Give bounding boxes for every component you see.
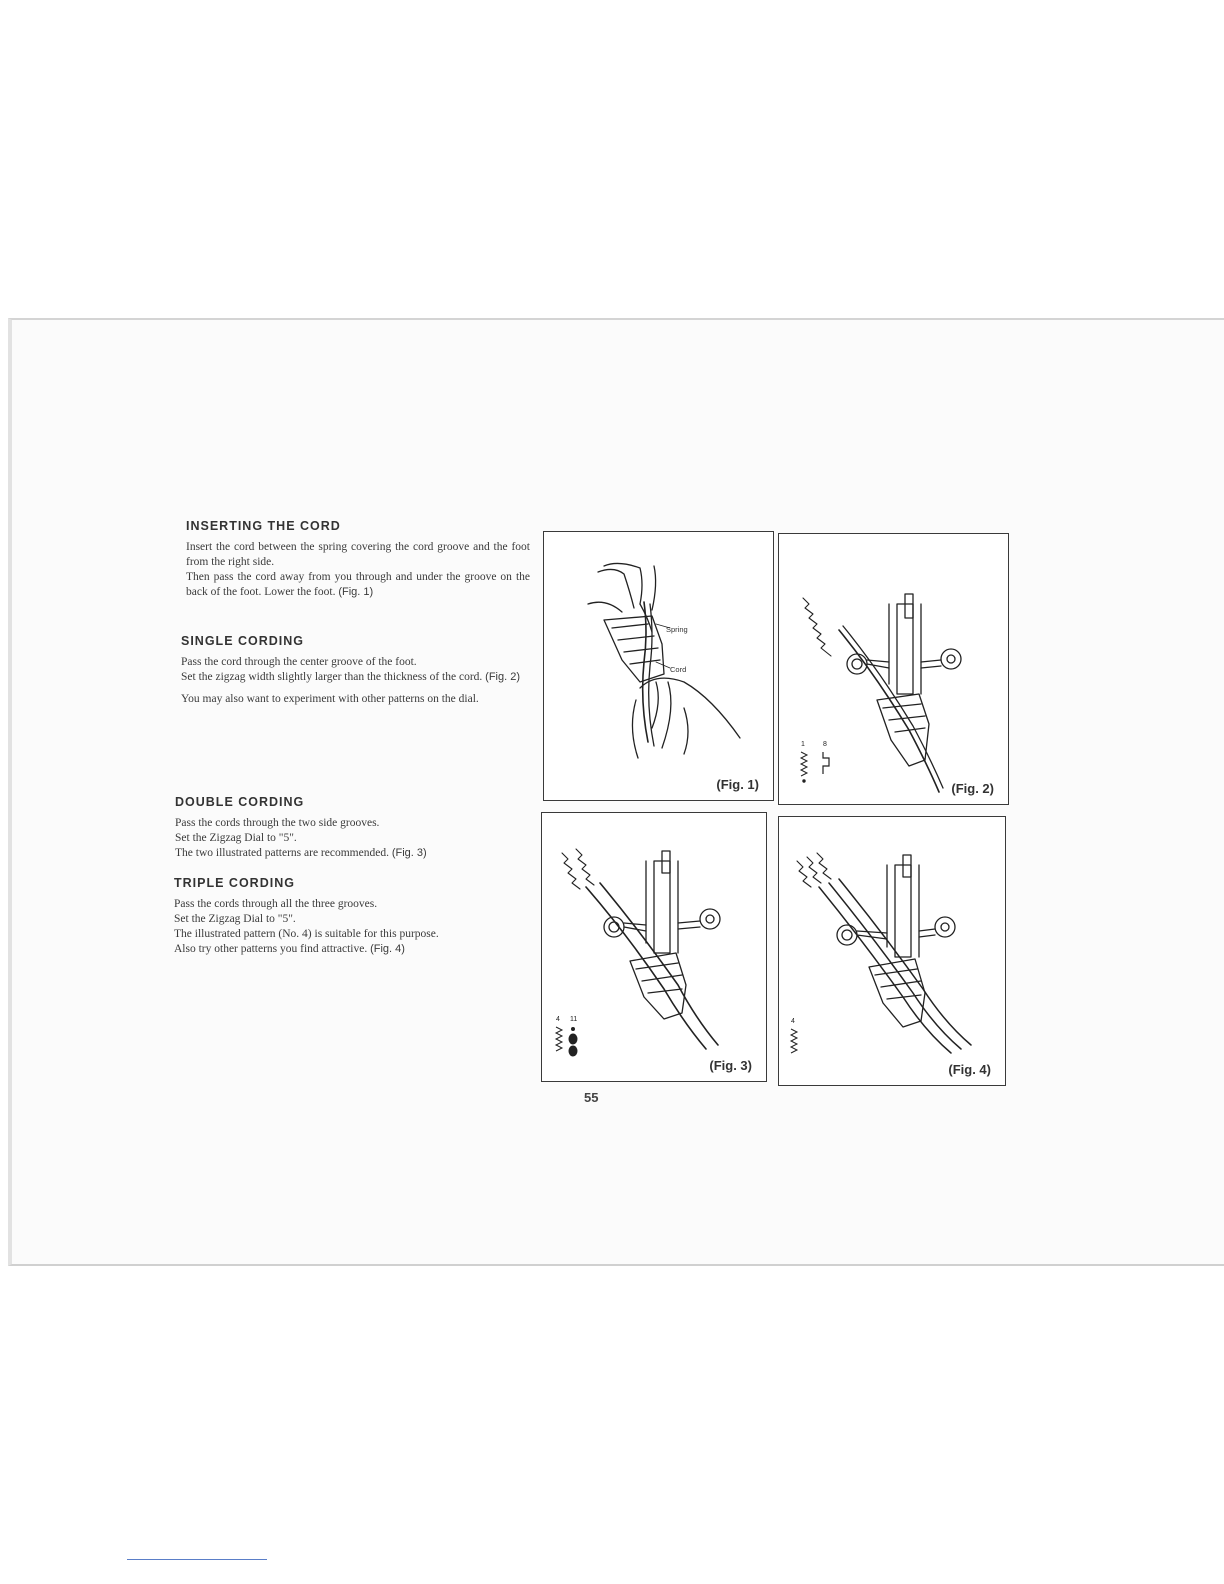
section-triple-cording xyxy=(174,876,514,957)
triple-text-1: Pass the cords through all the three grooves. xyxy=(174,898,378,910)
double-text-3: The two illustrated patterns are recommended. (Fig. 3) xyxy=(175,847,427,859)
inserting-text-2: Then pass the cord away from you through and under the groove on the back of the foot. Lower the foot. (Fig. 1) xyxy=(186,571,530,598)
single-text-2: Set the zigzag width slightly larger than the thickness of the cord. (Fig. 2) xyxy=(181,671,520,683)
cord-callout: Cord xyxy=(670,665,687,674)
figure-4 xyxy=(778,816,1006,1086)
section-inserting-cord xyxy=(186,519,530,600)
fig-ref: (Fig. 4) xyxy=(370,943,405,955)
footer-rule xyxy=(127,1559,267,1560)
pattern-number: 11 xyxy=(570,1016,578,1023)
fig3-label: (Fig. 3) xyxy=(709,1058,752,1073)
fig-ref: (Fig. 2) xyxy=(485,671,520,683)
double-cording-illustration xyxy=(542,813,766,1081)
single-text-3: You may also want to experiment with other patterns on the dial. xyxy=(181,693,479,705)
page-number: 55 xyxy=(584,1090,599,1105)
heading-triple-cording: TRIPLE CORDING xyxy=(174,876,295,890)
bead-pattern-icon xyxy=(569,1027,578,1057)
heading-inserting-cord: INSERTING THE CORD xyxy=(186,519,341,533)
zigzag-pattern-icon xyxy=(556,1027,562,1051)
pattern-number: 4 xyxy=(791,1018,795,1025)
triple-text-3: The illustrated pattern (No. 4) is suitable for this purpose. xyxy=(174,928,439,940)
fig-ref: (Fig. 1) xyxy=(338,586,374,598)
pattern-number: 8 xyxy=(823,741,827,748)
fig1-label: (Fig. 1) xyxy=(716,777,759,792)
double-text-1: Pass the cords through the two side grooves. xyxy=(175,817,380,829)
pattern-number: 1 xyxy=(801,741,805,748)
single-cording-illustration xyxy=(779,534,1008,804)
fig-ref: (Fig. 3) xyxy=(391,847,427,859)
pattern-number: 4 xyxy=(556,1016,560,1023)
triple-text-2: Set the Zigzag Dial to "5". xyxy=(174,913,296,925)
figure-3 xyxy=(541,812,767,1082)
triple-text-4: Also try other patterns you find attractive. (Fig. 4) xyxy=(174,943,405,955)
section-single-cording xyxy=(181,634,528,707)
zigzag-pattern-icon xyxy=(791,1029,797,1053)
threading-cord-illustration xyxy=(544,532,773,800)
fig4-label: (Fig. 4) xyxy=(948,1062,991,1077)
figure-2 xyxy=(778,533,1009,805)
inserting-text-1: Insert the cord between the spring covering the cord groove and the foot from the right side. xyxy=(186,541,530,568)
double-text-2: Set the Zigzag Dial to "5". xyxy=(175,832,297,844)
fig2-label: (Fig. 2) xyxy=(951,781,994,796)
triple-cording-illustration xyxy=(779,817,1005,1085)
figure-1 xyxy=(543,531,774,801)
zigzag-pattern-icon xyxy=(801,752,807,782)
heading-double-cording: DOUBLE CORDING xyxy=(175,795,305,809)
heading-single-cording: SINGLE CORDING xyxy=(181,634,305,648)
spring-callout: Spring xyxy=(666,625,688,634)
single-text-1: Pass the cord through the center groove of the foot. xyxy=(181,656,417,668)
section-double-cording xyxy=(175,795,505,861)
wave-pattern-icon xyxy=(823,752,829,774)
